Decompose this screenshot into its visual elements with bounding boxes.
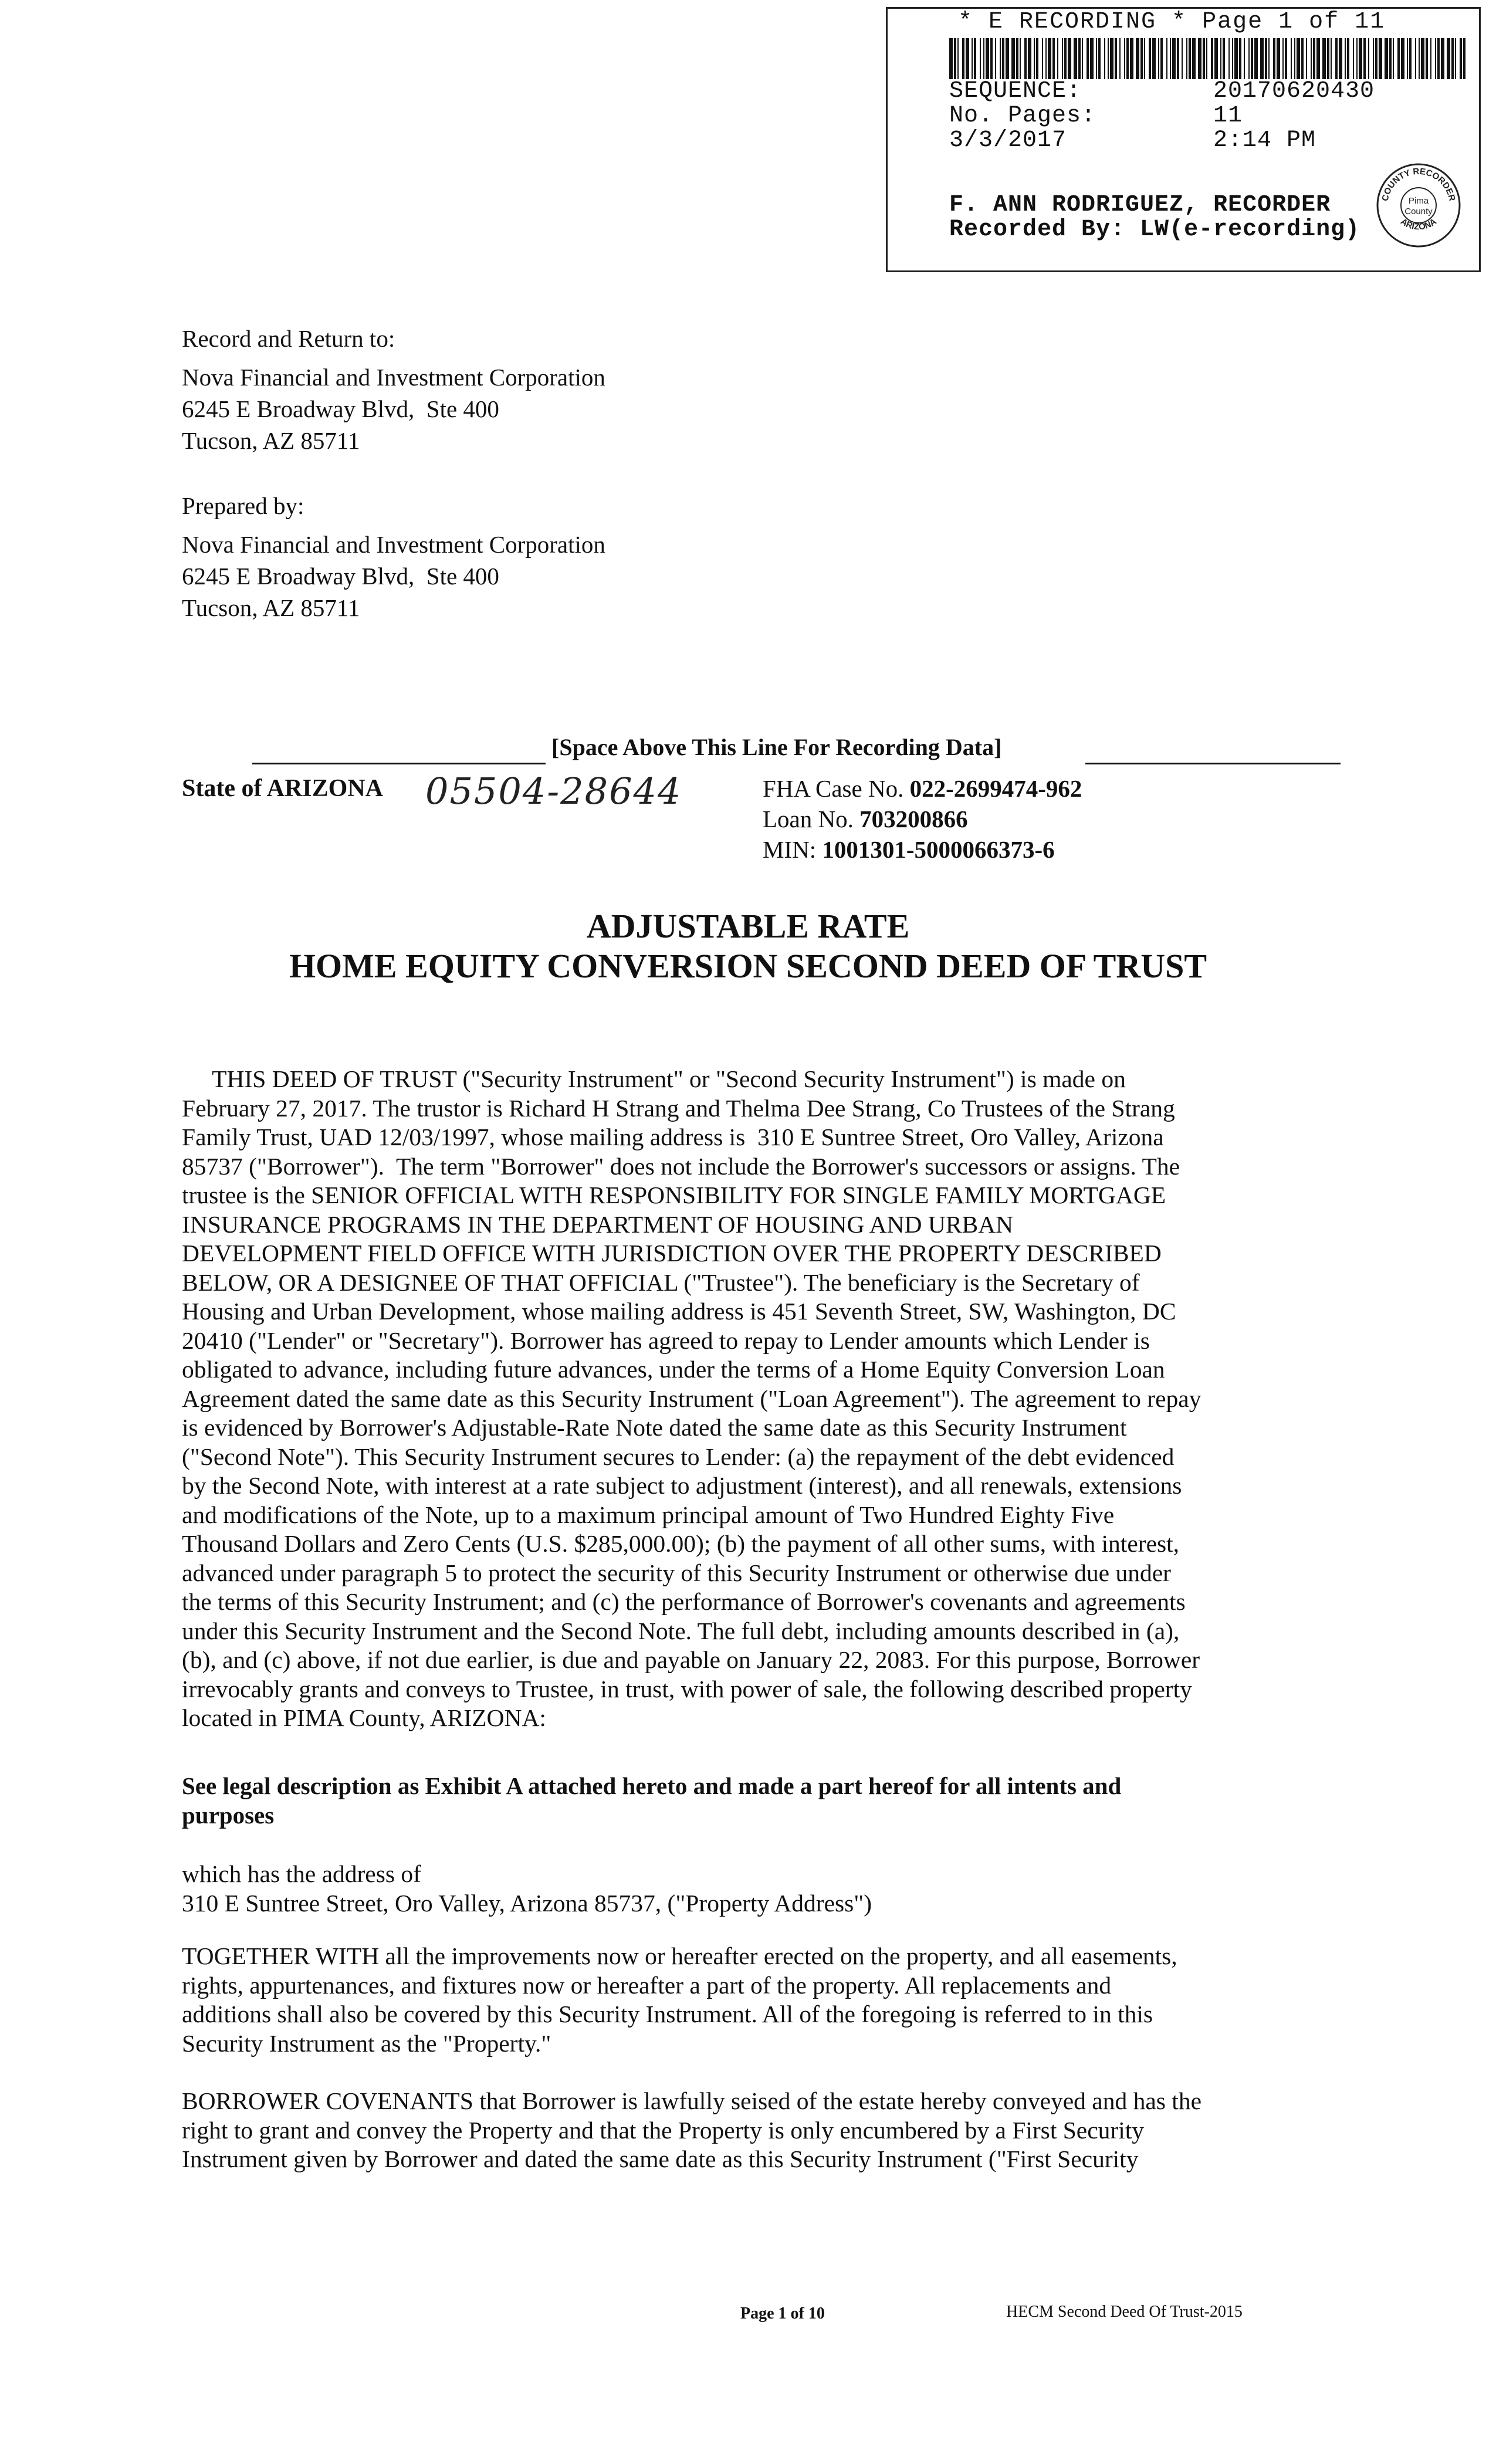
sequence-label: SEQUENCE: — [949, 78, 1082, 104]
body-line: located in PIMA County, ARIZONA: — [182, 1704, 546, 1731]
recorder-name: F. ANN RODRIGUEZ, RECORDER — [949, 192, 1331, 218]
body-line: by the Second Note, with interest at a rate subject to adjustment (interest), and all renewals, extensions — [182, 1472, 1182, 1499]
pages-value: 11 — [1213, 103, 1243, 129]
body-line: under this Security Instrument and the Second Note. The full debt, including amounts described in (a), — [182, 1617, 1180, 1644]
prepared-by-city: Tucson, AZ 85711 — [182, 594, 360, 621]
form-name: HECM Second Deed Of Trust-2015 — [1006, 2303, 1243, 2321]
body-line: Thousand Dollars and Zero Cents (U.S. $285,000.00); (b) the payment of all other sums, with interest, — [182, 1530, 1180, 1557]
body-line: THIS DEED OF TRUST ("Security Instrument" or "Second Security Instrument") is made on — [182, 1065, 1126, 1092]
recording-date: 3/3/2017 — [949, 127, 1067, 154]
property-address-block — [182, 1860, 1326, 1918]
together-line: additions shall also be covered by this Security Instrument. All of the foregoing is referred to in this — [182, 2001, 1153, 2028]
min-label: MIN: — [763, 836, 817, 863]
loan-label: Loan No. — [763, 805, 854, 832]
state-label: State of ARIZONA — [182, 775, 383, 802]
fha-label: FHA Case No. — [763, 775, 904, 802]
covenants-line: BORROWER COVENANTS that Borrower is lawfully seised of the estate hereby conveyed and has the — [182, 2087, 1201, 2114]
recording-stamp — [886, 7, 1481, 272]
borrower-covenants-paragraph — [182, 2087, 1326, 2174]
together-line: rights, appurtenances, and fixtures now or hereafter a part of the property. All replacements and — [182, 1971, 1112, 1999]
deed-body-paragraph — [182, 1065, 1326, 1733]
recording-time: 2:14 PM — [1213, 127, 1316, 154]
body-line: Housing and Urban Development, whose mailing address is 451 Seventh Street, SW, Washington, DC — [182, 1298, 1176, 1325]
body-line: obligated to advance, including future advances, under the terms of a Home Equity Conversion Loan — [182, 1356, 1165, 1383]
county-seal-icon — [1375, 161, 1463, 249]
body-line: February 27, 2017. The trustor is Richard H Strang and Thelma Dee Strang, Co Trustees of the Strang — [182, 1094, 1175, 1122]
together-line: Security Instrument as the "Property." — [182, 2029, 551, 2057]
svg-text:COUNTY RECORDER: COUNTY RECORDER — [1380, 166, 1457, 202]
address-line: 310 E Suntree Street, Oro Valley, Arizona 85737, ("Property Address") — [182, 1889, 872, 1917]
body-line: advanced under paragraph 5 to protect the security of this Security Instrument or otherwise due under — [182, 1559, 1171, 1586]
body-line: the terms of this Security Instrument; and (c) the performance of Borrower's covenants and agreements — [182, 1588, 1186, 1615]
left-rule — [252, 763, 546, 764]
legal-description — [182, 1772, 1326, 1830]
sequence-value: 20170620430 — [1213, 78, 1375, 104]
body-line: irrevocably grants and conveys to Trustee, in trust, with power of sale, the following described property — [182, 1675, 1192, 1703]
legal-line: purposes — [182, 1801, 275, 1829]
prepared-by-company: Nova Financial and Investment Corporation — [182, 531, 605, 558]
title-line-2: HOME EQUITY CONVERSION SECOND DEED OF TRUST — [289, 947, 1207, 985]
svg-text:County: County — [1404, 207, 1433, 216]
page-number: Page 1 of 10 — [740, 2304, 825, 2323]
body-line: and modifications of the Note, up to a maximum principal amount of Two Hundred Eighty Five — [182, 1501, 1115, 1528]
body-line: (b), and (c) above, if not due earlier, is due and payable on January 22, 2083. For this purpose, Borrower — [182, 1646, 1200, 1673]
fha-case — [763, 774, 1082, 803]
body-line: 85737 ("Borrower"). The term "Borrower" does not include the Borrower's successors or assigns. The — [182, 1152, 1180, 1180]
together-with-paragraph — [182, 1942, 1326, 2058]
body-line: ("Second Note"). This Security Instrument secures to Lender: (a) the repayment of the debt evidenced — [182, 1443, 1175, 1470]
body-line: BELOW, OR A DESIGNEE OF THAT OFFICIAL ("Trustee"). The beneficiary is the Secretary of — [182, 1268, 1140, 1296]
recorded-by: Recorded By: LW(e-recording) — [949, 216, 1360, 243]
recording-data-line: [Space Above This Line For Recording Data] — [551, 734, 1002, 760]
body-line: Family Trust, UAD 12/03/1997, whose mailing address is 310 E Suntree Street, Oro Valley, Arizona — [182, 1123, 1164, 1150]
fha-value: 022-2699474-962 — [909, 775, 1082, 802]
pages-label: No. Pages: — [949, 103, 1096, 129]
return-to-company: Nova Financial and Investment Corporation — [182, 364, 605, 391]
legal-line: See legal description as Exhibit A attached hereto and made a part hereof for all intents and — [182, 1772, 1122, 1799]
title-line-1: ADJUSTABLE RATE — [586, 907, 910, 945]
body-line: Agreement dated the same date as this Security Instrument ("Loan Agreement"). The agreement to repay — [182, 1385, 1201, 1412]
return-to-street: 6245 E Broadway Blvd, Ste 400 — [182, 395, 499, 422]
prepared-by-street: 6245 E Broadway Blvd, Ste 400 — [182, 563, 499, 590]
body-line: INSURANCE PROGRAMS IN THE DEPARTMENT OF HOUSING AND URBAN — [182, 1210, 1014, 1238]
right-rule — [1085, 763, 1341, 764]
prepared-by-label: Prepared by: — [182, 492, 304, 519]
return-to-label: Record and Return to: — [182, 325, 395, 352]
svg-text:Pima: Pima — [1408, 196, 1429, 206]
prepared-by-block — [182, 490, 605, 624]
body-line: DEVELOPMENT FIELD OFFICE WITH JURISDICTION OVER THE PROPERTY DESCRIBED — [182, 1240, 1162, 1267]
stamp-header: * E RECORDING * Page 1 of 11 — [958, 9, 1386, 35]
body-line: is evidenced by Borrower's Adjustable-Rate Note dated the same date as this Security Instrument — [182, 1414, 1127, 1441]
body-line: trustee is the SENIOR OFFICIAL WITH RESPONSIBILITY FOR SINGLE FAMILY MORTGAGE — [182, 1182, 1166, 1209]
body-line: 20410 ("Lender" or "Secretary"). Borrower has agreed to repay to Lender amounts which Lender is — [182, 1326, 1150, 1354]
return-to-city: Tucson, AZ 85711 — [182, 427, 360, 454]
together-line: TOGETHER WITH all the improvements now or hereafter erected on the property, and all easements, — [182, 1942, 1177, 1969]
svg-text:ARIZONA: ARIZONA — [1399, 216, 1439, 232]
barcode-icon — [949, 38, 1465, 79]
return-to-block — [182, 323, 605, 456]
min-value: 1001301-5000066373-6 — [822, 836, 1055, 863]
address-line: which has the address of — [182, 1860, 421, 1887]
covenants-line: right to grant and convey the Property and that the Property is only encumbered by a First Security — [182, 2116, 1145, 2144]
handwritten-parcel-number: 05504-28644 — [425, 770, 682, 813]
loan-value: 703200866 — [859, 805, 968, 832]
min-number — [763, 835, 1055, 864]
loan-number — [763, 805, 968, 833]
covenants-line: Instrument given by Borrower and dated the same date as this Security Instrument ("First Security — [182, 2145, 1139, 2172]
